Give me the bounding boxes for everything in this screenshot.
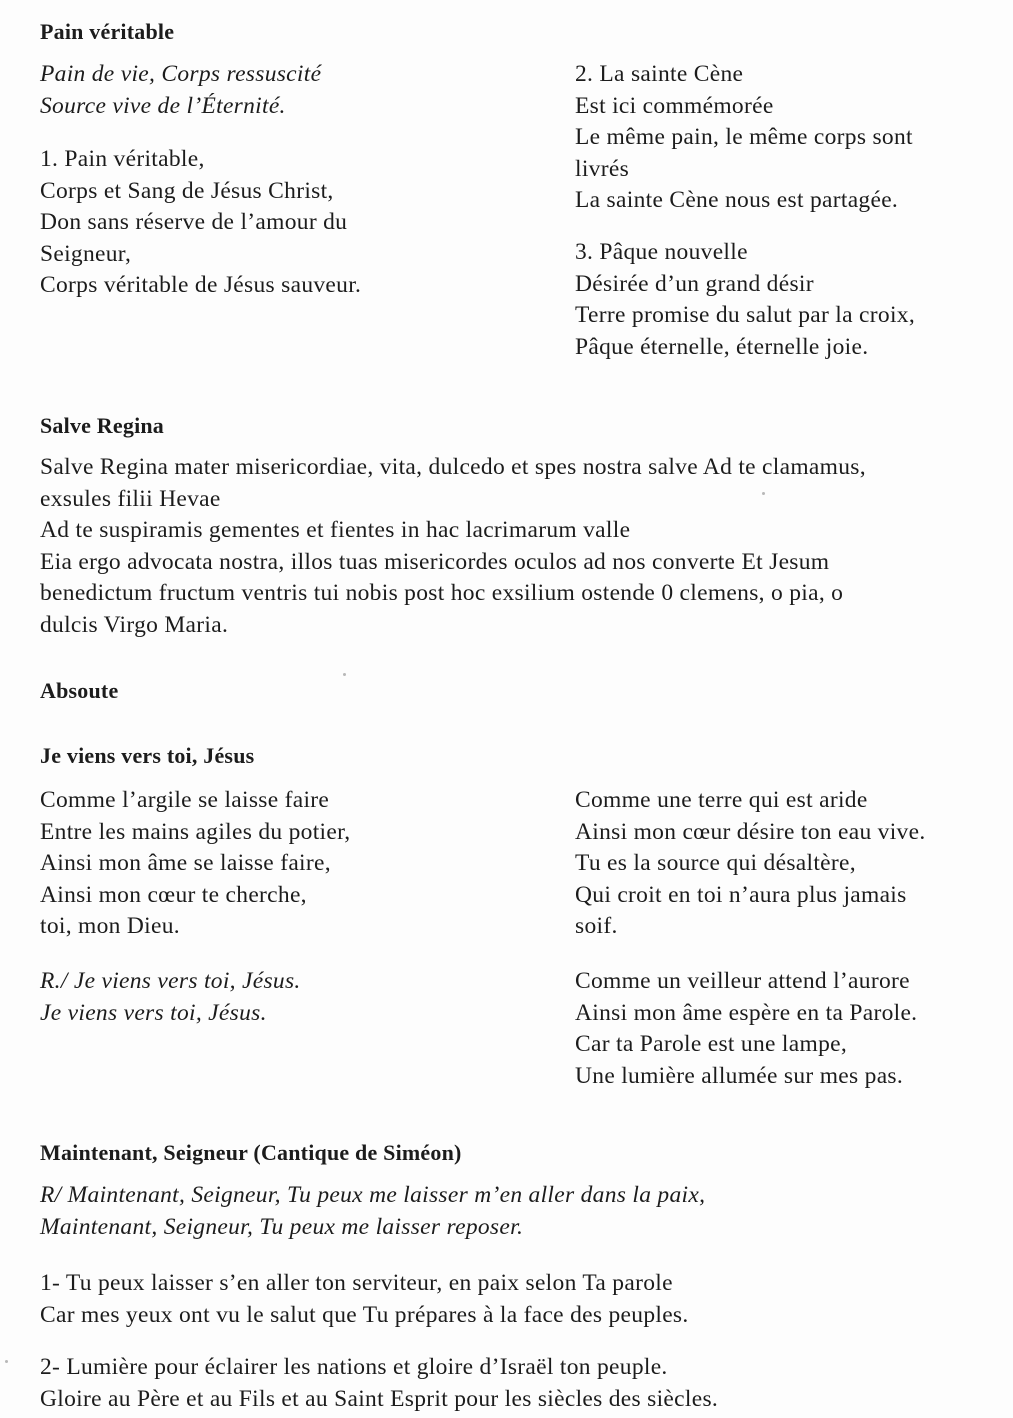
simeon-refrain-line: Maintenant, Seigneur, Tu peux me laisser reposer. [40,1213,524,1240]
pain-verse-2-line: Est ici commémorée [575,92,774,119]
pain-refrain-line: Source vive de l’Éternité. [40,92,286,119]
jeviens-title: Je viens vers toi, Jésus [40,743,255,768]
jeviens-refrain-line: Je viens vers toi, Jésus. [40,999,267,1026]
pain-verse-2-line: livrés [575,155,630,182]
jeviens-verse-3-line: Une lumière allumée sur mes pas. [575,1062,904,1089]
jeviens-verse-3-line: Comme un veilleur attend l’aurore [575,968,910,994]
salve-line: dulcis Virgo Maria. [40,611,229,638]
jeviens-verse-1-line: toi, mon Dieu. [40,913,180,939]
pain-verse-3-line: Terre promise du salut par la croix, [575,302,915,328]
salve-title: Salve Regina [40,413,165,438]
pain-verse-2-line: 2. La sainte Cène [575,61,744,87]
pain-title: Pain véritable [40,19,175,44]
pain-verse-1-line: Corps véritable de Jésus sauveur. [40,272,362,298]
pain-verse-1-line: 1. Pain véritable, [40,146,205,172]
salve-line: Eia ergo advocata nostra, illos tuas misericordes oculos ad nos converte Et Jesum [40,548,830,575]
pain-verse-1-line: Don sans réserve de l’amour du [40,209,348,235]
salve-line: Ad te suspiramis gementes et fientes in hac lacrimarum valle [40,517,631,543]
simeon-verse-2 [40,1352,718,1415]
salve-line: benedictum fructum ventris tui nobis post hoc exsilium ostende 0 clemens, o pia, o [40,580,844,606]
jeviens-verse-1-line: Entre les mains agiles du potier, [40,818,351,845]
simeon-verse-1 [40,1268,689,1331]
jeviens-verse-1-line: Ainsi mon cœur te cherche, [40,881,307,908]
pain-verse-2-line: Le même pain, le même corps sont [575,124,913,150]
simeon-refrain-line: R/ Maintenant, Seigneur, Tu peux me laisser m’en aller dans la paix, [40,1182,706,1208]
absoute-title: Absoute [40,678,119,703]
salve-text [40,452,866,641]
pain-verse-3-line: Désirée d’un grand désir [575,270,814,297]
pain-verse-1 [40,144,361,302]
pain-refrain-line: Pain de vie, Corps ressuscité [40,61,322,87]
simeon-verse-1-line: 1- Tu peux laisser s’en aller ton serviteur, en paix selon Ta parole [40,1270,673,1296]
scan-speck [343,673,346,676]
salve-line: Salve Regina mater misericordiae, vita, dulcedo et spes nostra salve Ad te clamamus, [40,454,866,480]
simeon-refrain [40,1180,705,1243]
scan-speck [5,1360,8,1363]
jeviens-verse-3-line: Car ta Parole est une lampe, [575,1031,848,1057]
jeviens-verse-2-line: soif. [575,913,618,939]
jeviens-verse-3 [575,966,917,1092]
simeon-verse-2-line: 2- Lumière pour éclairer les nations et gloire d’Israël ton peuple. [40,1354,668,1380]
jeviens-verse-2-line: Ainsi mon cœur désire ton eau vive. [575,818,926,845]
jeviens-verse-3-line: Ainsi mon âme espère en ta Parole. [575,999,918,1026]
pain-refrain [40,59,321,122]
pain-verse-1-line: Seigneur, [40,240,132,267]
jeviens-verse-2-line: Qui croit en toi n’aura plus jamais [575,881,907,908]
scan-speck [762,492,765,495]
pain-verse-3 [575,237,915,363]
pain-verse-2 [575,59,913,217]
jeviens-verse-1 [40,785,350,943]
jeviens-verse-2-line: Tu es la source qui désaltère, [575,850,856,876]
pain-verse-3-line: 3. Pâque nouvelle [575,239,748,265]
salve-line: exsules filii Hevae [40,485,221,512]
jeviens-refrain-line: R./ Je viens vers toi, Jésus. [40,968,301,994]
jeviens-verse-2-line: Comme une terre qui est aride [575,787,868,813]
jeviens-refrain [40,966,301,1029]
pain-verse-1-line: Corps et Sang de Jésus Christ, [40,177,334,204]
jeviens-verse-1-line: Ainsi mon âme se laisse faire, [40,850,331,876]
jeviens-verse-2 [575,785,926,943]
simeon-title: Maintenant, Seigneur (Cantique de Siméon) [40,1140,462,1165]
jeviens-verse-1-line: Comme l’argile se laisse faire [40,787,330,813]
simeon-verse-2-line: Gloire au Père et au Fils et au Saint Esprit pour les siècles des siècles. [40,1385,719,1412]
pain-verse-2-line: La sainte Cène nous est partagée. [575,187,899,213]
simeon-verse-1-line: Car mes yeux ont vu le salut que Tu prépares à la face des peuples. [40,1301,689,1328]
pain-verse-3-line: Pâque éternelle, éternelle joie. [575,333,869,360]
